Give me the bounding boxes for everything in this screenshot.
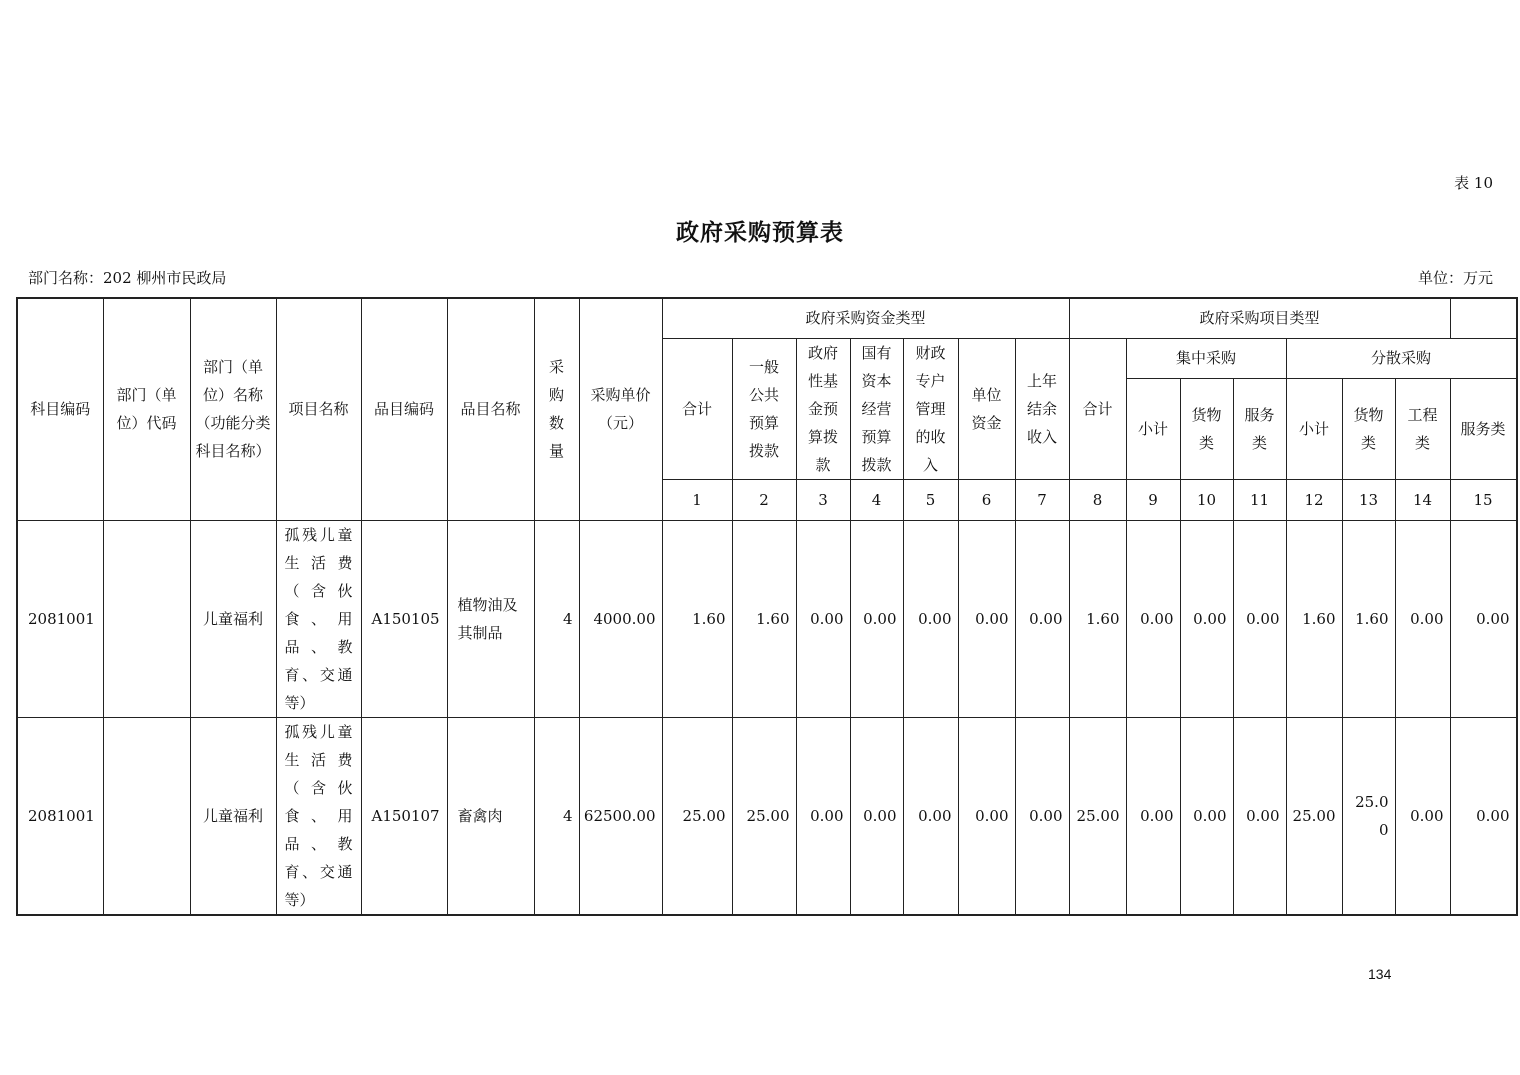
table-number: 表 10 <box>1454 174 1493 192</box>
page-number: 134 <box>1368 966 1392 982</box>
value-cell: 1.60 <box>1342 520 1395 717</box>
value-cell: 0.00 <box>1395 520 1450 717</box>
column-number: 13 <box>1342 479 1395 520</box>
value-cell: 0.00 <box>796 717 850 915</box>
value-cell: 0.00 <box>958 520 1015 717</box>
column-number: 5 <box>903 479 958 520</box>
header-project-name: 项目名称 <box>276 298 361 520</box>
header-dispersed-subtotal: 小计 <box>1286 378 1342 479</box>
header-central-procurement: 集中采购 <box>1126 338 1286 378</box>
header-dept-name: 部门（单位）名称（功能分类科目名称） <box>190 298 276 520</box>
value-cell: 0.00 <box>1180 520 1233 717</box>
procurement-budget-table <box>16 297 1518 916</box>
item-code-cell: A150107 <box>361 717 447 915</box>
header-central-service: 服务类 <box>1233 378 1286 479</box>
header-special-account: 财政专户管理的收入 <box>903 338 958 479</box>
header-dispersed-procurement: 分散采购 <box>1286 338 1517 378</box>
value-cell: 0.00 <box>1015 717 1069 915</box>
dept-code-cell <box>103 520 190 717</box>
value-cell: 0.00 <box>1126 520 1180 717</box>
value-cell: 1.60 <box>1286 520 1342 717</box>
value-cell: 25.00 <box>1342 717 1395 915</box>
value-cell: 0.00 <box>850 520 903 717</box>
header-dispersed-service: 服务类 <box>1450 378 1517 479</box>
value-cell: 0.00 <box>796 520 850 717</box>
value-cell: 0.00 <box>958 717 1015 915</box>
quantity-cell: 4 <box>534 717 579 915</box>
project-name-cell: 孤残儿童生活费（含伙食、用品、教育、交通等） <box>276 520 361 717</box>
value-cell: 0.00 <box>850 717 903 915</box>
value-cell: 0.00 <box>903 717 958 915</box>
header-dispersed-goods: 货物类 <box>1342 378 1395 479</box>
value-cell: 1.60 <box>732 520 796 717</box>
value-cell: 0.00 <box>1233 520 1286 717</box>
column-number: 14 <box>1395 479 1450 520</box>
column-number: 7 <box>1015 479 1069 520</box>
column-number: 15 <box>1450 479 1517 520</box>
value-cell: 25.00 <box>662 717 732 915</box>
header-fund-total: 合计 <box>662 338 732 479</box>
column-number: 8 <box>1069 479 1126 520</box>
dept-name-cell: 儿童福利 <box>190 520 276 717</box>
item-name-cell: 畜禽肉 <box>447 717 534 915</box>
value-cell: 0.00 <box>1450 520 1517 717</box>
header-gov-fund: 政府性基金预算拨款 <box>796 338 850 479</box>
header-quantity: 采购数量 <box>534 298 579 520</box>
header-state-capital: 国有资本经营预算拨款 <box>850 338 903 479</box>
header-central-subtotal: 小计 <box>1126 378 1180 479</box>
project-name-cell: 孤残儿童生活费（含伙食、用品、教育、交通等） <box>276 717 361 915</box>
dept-name-cell: 儿童福利 <box>190 717 276 915</box>
value-cell: 1.60 <box>1069 520 1126 717</box>
value-cell: 0.00 <box>1015 520 1069 717</box>
column-number: 9 <box>1126 479 1180 520</box>
value-cell: 0.00 <box>903 520 958 717</box>
quantity-cell: 4 <box>534 520 579 717</box>
page-title: 政府采购预算表 <box>676 219 844 246</box>
item-code-cell: A150105 <box>361 520 447 717</box>
value-cell: 25.00 <box>1069 717 1126 915</box>
header-item-code: 品目编码 <box>361 298 447 520</box>
subject-code-cell: 2081001 <box>17 717 103 915</box>
header-dept-code: 部门（单位）代码 <box>103 298 190 520</box>
header-unit-fund: 单位资金 <box>958 338 1015 479</box>
header-subject-code: 科目编码 <box>17 298 103 520</box>
header-dispersed-engineering: 工程类 <box>1395 378 1450 479</box>
header-general-public: 一般公共预算拨款 <box>732 338 796 479</box>
column-number: 10 <box>1180 479 1233 520</box>
dept-code-cell <box>103 717 190 915</box>
header-central-goods: 货物类 <box>1180 378 1233 479</box>
header-carryover: 上年结余收入 <box>1015 338 1069 479</box>
subject-code-cell: 2081001 <box>17 520 103 717</box>
header-unit-price: 采购单价（元） <box>579 298 662 520</box>
value-cell: 25.00 <box>1286 717 1342 915</box>
column-number: 1 <box>662 479 732 520</box>
unit-label: 单位：万元 <box>1417 269 1493 287</box>
value-cell: 1.60 <box>662 520 732 717</box>
header-item-name: 品目名称 <box>447 298 534 520</box>
column-number: 12 <box>1286 479 1342 520</box>
column-number: 11 <box>1233 479 1286 520</box>
value-cell: 0.00 <box>1180 717 1233 915</box>
header-project-type-group: 政府采购项目类型 <box>1069 298 1450 338</box>
value-cell: 25.00 <box>732 717 796 915</box>
column-number: 4 <box>850 479 903 520</box>
header-fund-type-group: 政府采购资金类型 <box>662 298 1069 338</box>
value-cell: 0.00 <box>1233 717 1286 915</box>
header-project-total: 合计 <box>1069 338 1126 479</box>
column-number: 6 <box>958 479 1015 520</box>
value-cell: 0.00 <box>1395 717 1450 915</box>
value-cell: 0.00 <box>1450 717 1517 915</box>
unit-price-cell: 62500.00 <box>579 717 662 915</box>
column-number: 2 <box>732 479 796 520</box>
unit-price-cell: 4000.00 <box>579 520 662 717</box>
column-number: 3 <box>796 479 850 520</box>
department-label: 部门名称：202 柳州市民政局 <box>28 269 227 287</box>
table-row <box>17 520 1517 717</box>
value-cell: 0.00 <box>1126 717 1180 915</box>
item-name-cell: 植物油及其制品 <box>447 520 534 717</box>
table-row <box>17 717 1517 915</box>
